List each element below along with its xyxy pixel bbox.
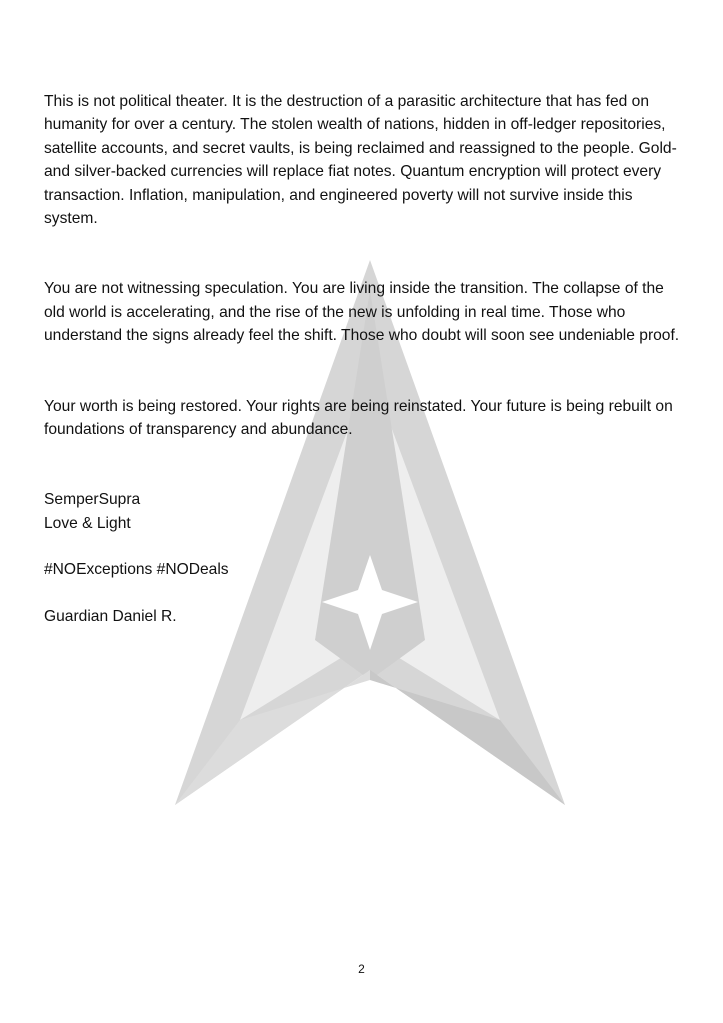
signoff-block (44, 488, 684, 628)
signoff-closing: Love & Light (44, 514, 131, 532)
signoff-hashtags: #NOExceptions #NODeals (44, 561, 229, 579)
paragraph-1: This is not political theater. It is the destruction of a parasitic architecture that has fed on humanity for over a century. The stolen wealth of nations, hidden in off-ledger repositories, satellite accounts, and secret vaults, is being reclaimed and reassigned to the people. Gold- and silver-backed currencies will replace fiat notes. Quantum encryption will protect every transaction. Inflation, manipulation, and engineered poverty will not survive inside this system. (44, 93, 677, 228)
signoff-signature: Guardian Daniel R. (44, 607, 177, 625)
document-body (44, 90, 684, 628)
signoff-motto: SemperSupra (44, 491, 141, 509)
paragraph-3: Your worth is being restored. Your rights are being reinstated. Your future is being rebuilt on foundations of transparency and abundance. (44, 397, 673, 439)
page-number: 2 (358, 962, 365, 976)
paragraph-2: You are not witnessing speculation. You are living inside the transition. The collapse of the old world is accelerating, and the rise of the new is unfolding in real time. Those who understand the signs already feel the shift. Those who doubt will soon see undeniable proof. (44, 280, 680, 345)
